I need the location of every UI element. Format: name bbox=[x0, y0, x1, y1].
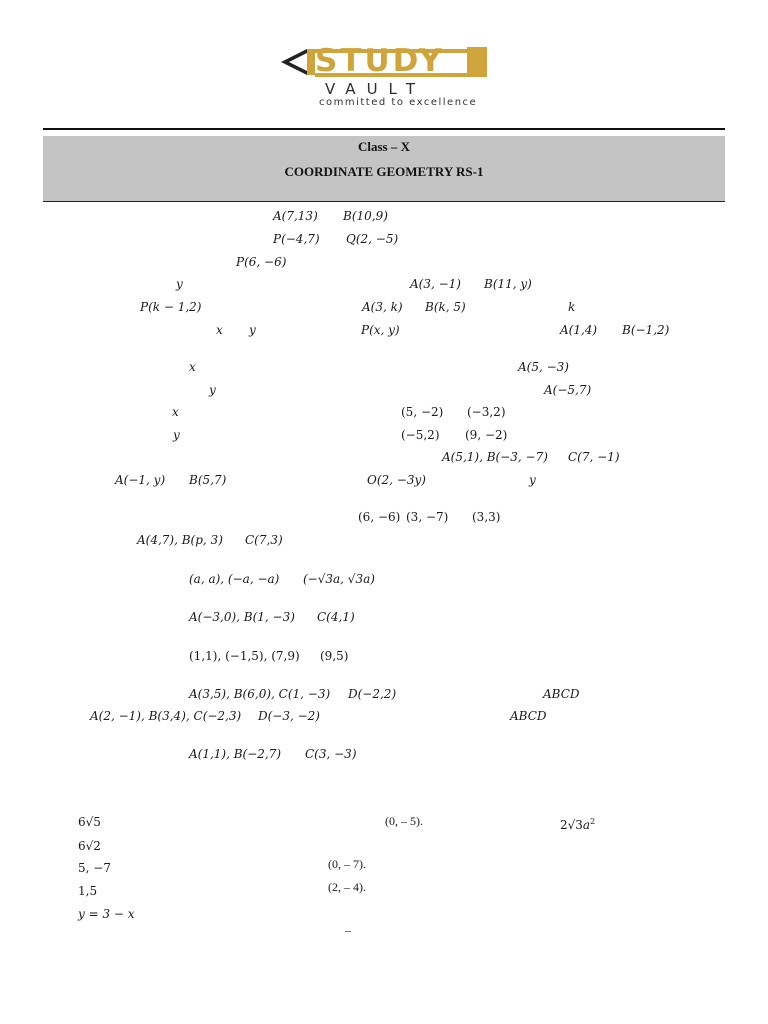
q11-point-c: C(7, −1) bbox=[568, 450, 620, 464]
logo-vault-text: VAULT bbox=[325, 80, 426, 98]
q18-label-abcd: ABCD bbox=[543, 687, 580, 701]
q5-point-b: B(k, 5) bbox=[425, 300, 466, 314]
q11-points-ab: A(5,1), B(−3, −7) bbox=[442, 450, 548, 464]
q20-point-c: C(3, −3) bbox=[305, 747, 357, 761]
answer-2: 6√2 bbox=[78, 839, 101, 853]
answer-1: 6√5 bbox=[78, 815, 101, 829]
logo-study-text: STUDY bbox=[315, 43, 445, 79]
q20-points-ab: A(1,1), B(−2,7) bbox=[189, 747, 282, 761]
q9-point-2: (−3,2) bbox=[467, 405, 506, 419]
q1-point-a: A(7,13) bbox=[273, 209, 318, 223]
q3-point-p: P(6, −6) bbox=[236, 255, 287, 269]
answer-c1-coef: 2√3 bbox=[560, 818, 583, 832]
q12-point-o: O(2, −3y) bbox=[367, 473, 426, 487]
answer-b1: (0, – 5). bbox=[385, 814, 423, 828]
answer-c1-exponent: 2 bbox=[590, 817, 596, 826]
q6-point-b: B(−1,2) bbox=[622, 323, 670, 337]
header-top-rule bbox=[43, 128, 725, 130]
q12-point-b: B(5,7) bbox=[189, 473, 227, 487]
q7-point-a: A(5, −3) bbox=[518, 360, 569, 374]
q10-var-y: y bbox=[173, 428, 180, 442]
worksheet-header bbox=[43, 136, 725, 202]
q6-var-y: y bbox=[249, 323, 256, 337]
q4-point-a: A(3, −1) bbox=[410, 277, 461, 291]
answer-b3: (2, – 4). bbox=[328, 880, 366, 894]
q5-point-p: P(k − 1,2) bbox=[140, 300, 202, 314]
q9-var-x: x bbox=[172, 405, 179, 419]
q4-point-b: B(11, y) bbox=[484, 277, 532, 291]
class-label: Class – X bbox=[357, 139, 410, 154]
q18-points-abc: A(3,5), B(6,0), C(1, −3) bbox=[189, 687, 331, 701]
q10-point-2: (9, −2) bbox=[465, 428, 508, 442]
logo-tagline: committed to excellence bbox=[319, 97, 478, 108]
q8-var-y: y bbox=[209, 383, 216, 397]
q19-label-abcd: ABCD bbox=[510, 709, 547, 723]
q19-points-abc: A(2, −1), B(3,4), C(−2,3) bbox=[90, 709, 242, 723]
q12-point-a: A(−1, y) bbox=[115, 473, 166, 487]
q10-point-1: (−5,2) bbox=[401, 428, 440, 442]
answer-b2: (0, – 7). bbox=[328, 857, 366, 871]
q9-point-1: (5, −2) bbox=[401, 405, 444, 419]
q4-var-y: y bbox=[176, 277, 183, 291]
q5-var-k: k bbox=[568, 300, 576, 314]
q14-point-c: C(7,3) bbox=[245, 533, 283, 547]
q15-point-3: (−√3a, √3a) bbox=[303, 572, 375, 586]
q12-var-y: y bbox=[529, 473, 536, 487]
q18-point-d: D(−2,2) bbox=[348, 687, 397, 701]
q13-point-3: (3,3) bbox=[472, 510, 501, 524]
q2-point-q: Q(2, −5) bbox=[346, 232, 399, 246]
q15-points-1: (a, a), (−a, −a) bbox=[189, 572, 280, 586]
answer-5: y = 3 − x bbox=[78, 907, 135, 921]
q16-points-ab: A(−3,0), B(1, −3) bbox=[189, 610, 295, 624]
q19-point-d: D(−3, −2) bbox=[258, 709, 320, 723]
q13-point-2: (3, −7) bbox=[406, 510, 449, 524]
answer-4: 1,5 bbox=[78, 884, 98, 898]
q6-point-a: A(1,4) bbox=[560, 323, 598, 337]
study-vault-logo bbox=[281, 40, 489, 112]
q1-point-b: B(10,9) bbox=[343, 209, 388, 223]
q5-point-a: A(3, k) bbox=[362, 300, 403, 314]
answer-b4: – bbox=[345, 923, 351, 937]
q13-point-1: (6, −6) bbox=[358, 510, 401, 524]
q17-point-4: (9,5) bbox=[320, 649, 349, 663]
answer-c1 bbox=[560, 815, 595, 832]
q6-var-x: x bbox=[216, 323, 223, 337]
q7-var-x: x bbox=[189, 360, 196, 374]
answer-c1-var: a bbox=[582, 818, 591, 832]
answer-3: 5, −7 bbox=[78, 861, 111, 875]
q14-points-ab: A(4,7), B(p, 3) bbox=[137, 533, 223, 547]
worksheet-title: COORDINATE GEOMETRY RS-1 bbox=[284, 164, 484, 179]
q6-point-p: P(x, y) bbox=[361, 323, 400, 337]
q2-point-p: P(−4,7) bbox=[273, 232, 320, 246]
q8-point-a: A(−5,7) bbox=[544, 383, 592, 397]
q16-point-c: C(4,1) bbox=[317, 610, 355, 624]
q17-points-1: (1,1), (−1,5), (7,9) bbox=[189, 649, 300, 663]
